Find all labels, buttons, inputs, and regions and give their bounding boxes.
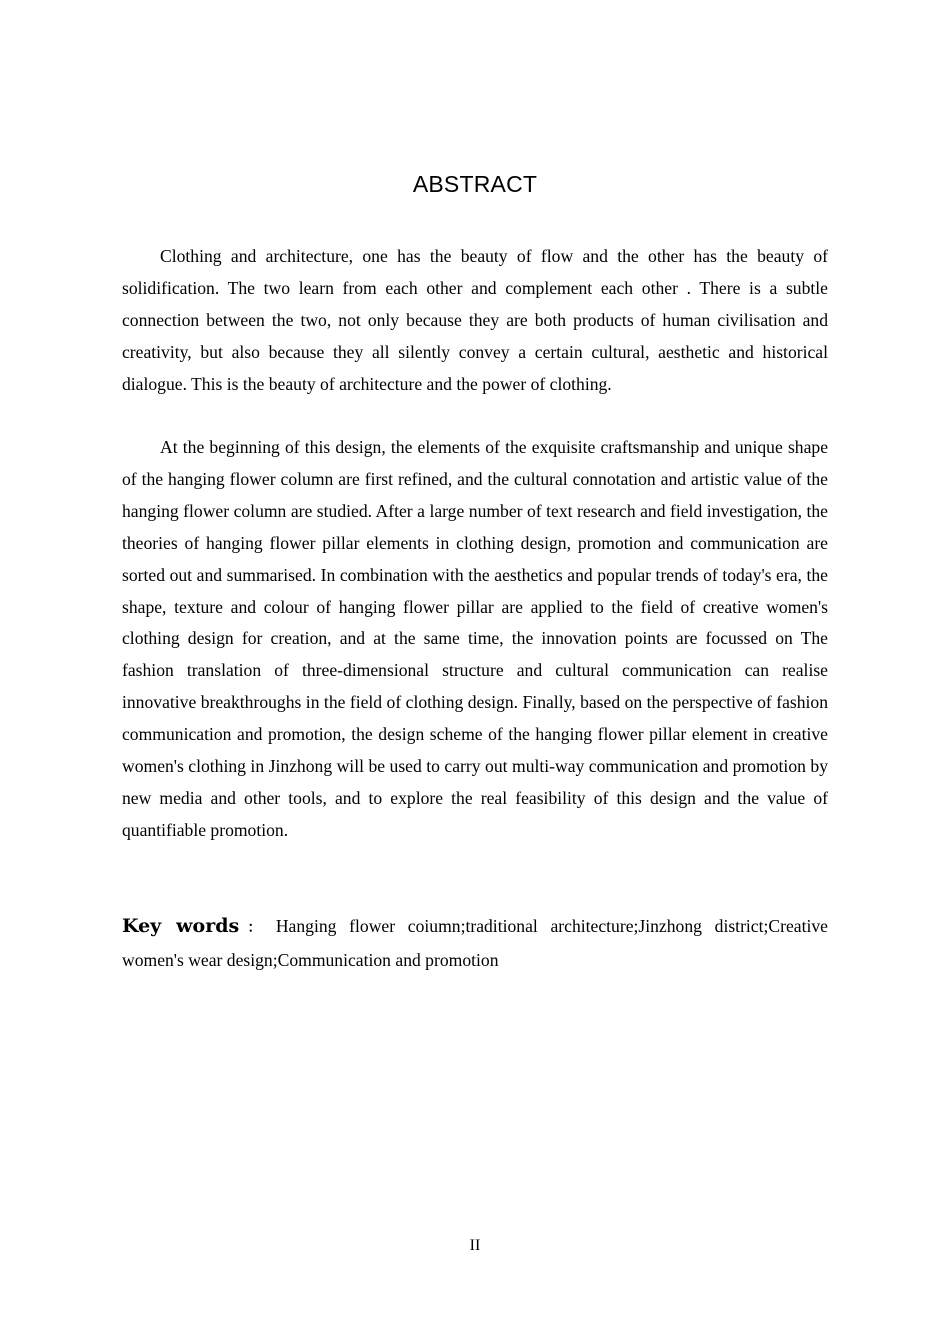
keywords-text: Hanging flower coiumn;traditional architecture;Jinzhong district;Creative women's wear design;Communication and promotion: [122, 916, 828, 970]
keywords-section: [122, 911, 828, 976]
abstract-title: ABSTRACT: [412, 171, 538, 197]
abstract-paragraph-1: Clothing and architecture, one has the beauty of flow and the other has the beauty of solidification. The two learn from each other and complement each other . There is a subtle connection between the two, not only because they are both products of human civilisation and creativity, but also because they all silently convey a certain cultural, aesthetic and historical dialogue. This is the beauty of architecture and the power of clothing.: [122, 246, 828, 394]
keywords-colon: ：: [239, 920, 270, 936]
abstract-paragraph-2: At the beginning of this design, the elements of the exquisite craftsmanship and unique shape of the hanging flower column are first refined, and the cultural connotation and artistic value of the hanging flower column are studied. After a large number of text research and field investigation, the theories of hanging flower pillar elements in clothing design, promotion and communication are sorted out and summarised. In combination with the aesthetics and popular trends of today's era, the shape, texture and colour of hanging flower pillar are applied to the field of creative women's clothing design for creation, and at the same time, the innovation points are focussed on The fashion translation of three-dimensional structure and cultural communication can realise innovative breakthroughs in the field of clothing design. Finally, based on the perspective of fashion communication and promotion, the design scheme of the hanging flower pillar element in creative women's clothing in Jinzhong will be used to carry out multi-way communication and promotion by new media and other tools, and to explore the real feasibility of this design and the value of quantifiable promotion.: [122, 437, 828, 840]
keywords-label: Key words: [122, 915, 240, 937]
page-number: II: [469, 1237, 481, 1254]
